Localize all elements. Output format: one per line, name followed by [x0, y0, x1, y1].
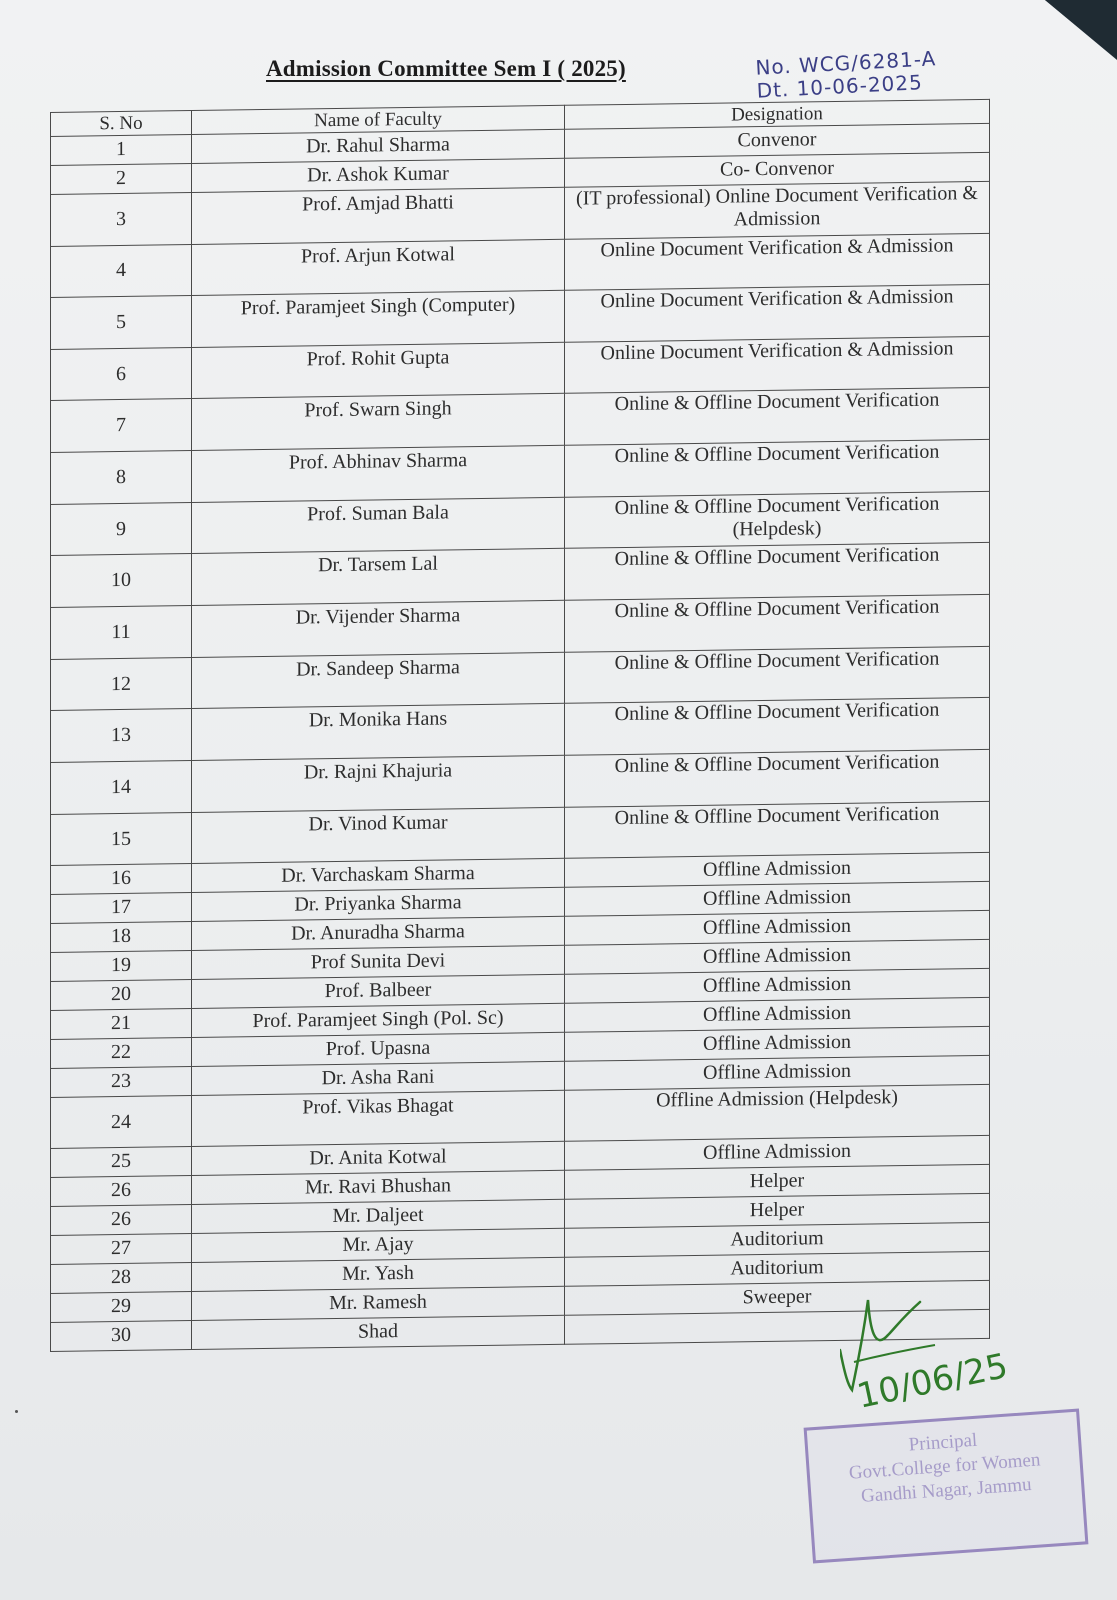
cell-name: Dr. Varchaskam Sharma: [192, 859, 565, 893]
cell-name: Dr. Tarsem Lal: [192, 549, 565, 606]
cell-designation: Offline Admission: [565, 1136, 990, 1171]
cell-sno: 20: [51, 980, 192, 1011]
cell-name: Dr. Ashok Kumar: [192, 158, 565, 192]
cell-designation: Online & Offline Document Verification: [565, 646, 990, 704]
cell-sno: 16: [51, 864, 192, 895]
cell-name: Mr. Ramesh: [192, 1286, 565, 1320]
cell-sno: 15: [51, 812, 192, 866]
cell-designation: Sweeper: [565, 1280, 990, 1315]
cell-name: Prof. Arjun Kotwal: [192, 239, 565, 296]
cell-sno: 29: [51, 1292, 192, 1323]
cell-sno: 1: [51, 135, 192, 166]
cell-sno: 23: [51, 1066, 192, 1097]
header-designation: Designation: [565, 99, 990, 129]
cell-name: Dr. Vijender Sharma: [192, 600, 565, 657]
handwritten-reference: [755, 47, 938, 102]
cell-designation: Offline Admission: [565, 997, 990, 1032]
cell-sno: 6: [51, 347, 192, 401]
cell-designation: Online & Offline Document Verification (Helpdesk): [565, 491, 990, 549]
cell-sno: 12: [51, 657, 192, 711]
cell-name: Prof. Swarn Singh: [192, 394, 565, 451]
cell-designation: Offline Admission: [565, 882, 990, 917]
cell-designation: (IT professional) Online Document Verification & Admission: [565, 181, 990, 239]
cell-designation: Online & Offline Document Verification: [565, 388, 990, 446]
cell-sno: 19: [51, 951, 192, 982]
reference-date: Dt. 10-06-2025: [756, 70, 924, 103]
cell-designation: Offline Admission (Helpdesk): [565, 1084, 990, 1142]
cell-designation: Online & Offline Document Verification: [565, 594, 990, 652]
cell-designation: Online & Offline Document Verification: [565, 749, 990, 807]
cell-designation: Offline Admission: [565, 911, 990, 946]
cell-sno: 30: [51, 1320, 192, 1351]
cell-name: Dr. Asha Rani: [192, 1061, 565, 1095]
principal-stamp: [804, 1409, 1089, 1564]
paper-speck: [15, 1410, 18, 1413]
cell-sno: 7: [51, 399, 192, 453]
cell-name: Dr. Vinod Kumar: [192, 807, 565, 864]
cell-name: Mr. Ajay: [192, 1228, 565, 1262]
cell-name: Dr. Anita Kotwal: [192, 1142, 565, 1176]
cell-designation: Auditorium: [565, 1251, 990, 1286]
stamp-line-college: Govt.College for Women: [848, 1449, 1042, 1484]
cell-name: Mr. Ravi Bhushan: [192, 1171, 565, 1205]
cell-sno: 5: [51, 296, 192, 350]
stamp-line-address: Gandhi Nagar, Jammu: [860, 1474, 1033, 1507]
stamp-line-principal: Principal: [908, 1429, 978, 1456]
cell-designation: Offline Admission: [565, 940, 990, 975]
cell-name: Dr. Rahul Sharma: [192, 129, 565, 163]
cell-name: Prof. Paramjeet Singh (Pol. Sc): [192, 1003, 565, 1037]
cell-name: Prof. Suman Bala: [192, 497, 565, 554]
cell-sno: 2: [51, 163, 192, 194]
header-name: Name of Faculty: [192, 105, 565, 134]
header-sno: S. No: [51, 111, 192, 137]
cell-designation: Co- Convenor: [565, 152, 990, 187]
cell-sno: 22: [51, 1037, 192, 1068]
cell-designation: Online Document Verification & Admission: [565, 336, 990, 394]
cell-designation: Offline Admission: [565, 853, 990, 888]
cell-sno: 26: [51, 1176, 192, 1207]
cell-name: Shad: [192, 1315, 565, 1349]
committee-table: [50, 99, 990, 1352]
cell-sno: 4: [51, 244, 192, 298]
cell-sno: 27: [51, 1234, 192, 1265]
cell-sno: 25: [51, 1147, 192, 1178]
cell-sno: 13: [51, 709, 192, 763]
cell-sno: 11: [51, 606, 192, 660]
cell-name: Dr. Anuradha Sharma: [192, 917, 565, 951]
cell-sno: 3: [51, 192, 192, 246]
cell-designation: Auditorium: [565, 1223, 990, 1258]
document-title: Admission Committee Sem I ( 2025): [266, 56, 626, 81]
cell-name: Prof. Abhinav Sharma: [192, 445, 565, 502]
cell-designation: Offline Admission: [565, 1026, 990, 1061]
cell-designation: Helper: [565, 1165, 990, 1200]
cell-sno: 18: [51, 922, 192, 953]
reference-number: No. WCG/6281-A: [754, 46, 937, 80]
cell-designation: Online & Offline Document Verification: [565, 440, 990, 498]
cell-designation: Online & Offline Document Verification: [565, 698, 990, 756]
cell-name: Dr. Priyanka Sharma: [192, 888, 565, 922]
cell-designation: Online & Offline Document Verification: [565, 801, 990, 859]
cell-sno: 17: [51, 893, 192, 924]
cell-name: Dr. Sandeep Sharma: [192, 652, 565, 709]
cell-name: Dr. Rajni Khajuria: [192, 755, 565, 812]
cell-name: Prof Sunita Devi: [192, 945, 565, 979]
cell-designation: Helper: [565, 1194, 990, 1229]
committee-table-wrapper: [50, 99, 990, 1352]
table-body: [51, 123, 990, 1351]
cell-designation: Online Document Verification & Admission: [565, 285, 990, 343]
cell-sno: 24: [51, 1095, 192, 1149]
cell-name: Prof. Vikas Bhagat: [192, 1090, 565, 1147]
cell-sno: 9: [51, 502, 192, 556]
signature-date: 10/06/25: [853, 1345, 1012, 1417]
cell-name: Prof. Paramjeet Singh (Computer): [192, 290, 565, 347]
cell-sno: 28: [51, 1263, 192, 1294]
cell-designation: Offline Admission: [565, 968, 990, 1003]
cell-designation: Convenor: [565, 123, 990, 158]
cell-name: Dr. Monika Hans: [192, 704, 565, 761]
cell-sno: 14: [51, 761, 192, 815]
cell-sno: 8: [51, 451, 192, 505]
cell-name: Prof. Amjad Bhatti: [192, 187, 565, 244]
cell-name: Mr. Daljeet: [192, 1200, 565, 1234]
cell-name: Prof. Upasna: [192, 1032, 565, 1066]
cell-name: Prof. Balbeer: [192, 974, 565, 1008]
cell-sno: 26: [51, 1205, 192, 1236]
cell-designation: Online & Offline Document Verification: [565, 543, 990, 601]
cell-name: Prof. Rohit Gupta: [192, 342, 565, 399]
cell-designation: Online Document Verification & Admission: [565, 233, 990, 291]
cell-sno: 21: [51, 1009, 192, 1040]
cell-designation: Offline Admission: [565, 1055, 990, 1090]
cell-name: Mr. Yash: [192, 1257, 565, 1291]
signature-underline: [854, 1345, 935, 1362]
cell-sno: 10: [51, 554, 192, 608]
